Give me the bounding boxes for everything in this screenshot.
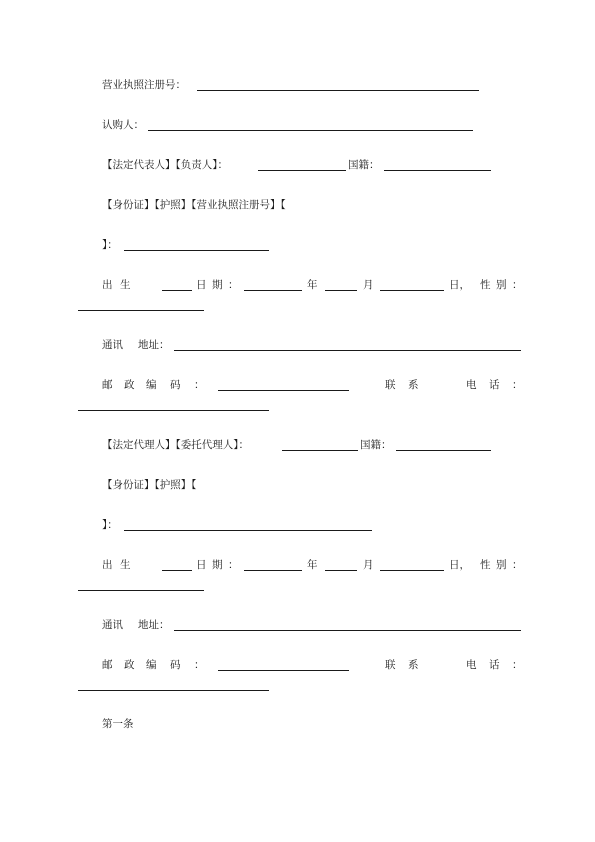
representative-field[interactable] — [258, 158, 346, 171]
contact-lian: 联 — [385, 379, 396, 391]
agent-contact-lian: 联 — [385, 659, 396, 671]
agent-birth-colon: ： — [228, 559, 239, 571]
birth-month-label: 月 — [363, 279, 374, 291]
agent-id-close-label: 】： — [102, 519, 118, 531]
phone-field[interactable] — [78, 398, 269, 411]
agent-birth-day-field[interactable] — [380, 558, 444, 571]
agent-birth-ri: 日 — [196, 559, 207, 571]
agent-gender-field[interactable] — [78, 578, 204, 591]
gender-field[interactable] — [78, 298, 204, 311]
agent-birth-year-field[interactable] — [244, 558, 302, 571]
agent-postal-colon: ： — [194, 659, 205, 671]
contact-xi: 系 — [408, 379, 419, 391]
agent-contact-xi: 系 — [408, 659, 419, 671]
buyer-field[interactable] — [148, 118, 473, 131]
id-close-label: 】： — [102, 239, 118, 251]
gender-colon: ： — [512, 279, 523, 291]
birth-month-field[interactable] — [325, 278, 357, 291]
birth-prefix-field[interactable] — [162, 278, 192, 291]
id-type-label: 【身份证】【护照】【营业执照注册号】【 — [102, 199, 286, 211]
address-field[interactable] — [174, 338, 521, 351]
postal-colon: ： — [194, 379, 205, 391]
agent-phone-colon: ： — [512, 659, 523, 671]
phone-hua: 话 — [489, 379, 500, 391]
phone-colon: ： — [512, 379, 523, 391]
agent-postal-ma: 码 — [170, 659, 181, 671]
birth-colon: ： — [228, 279, 239, 291]
agent-label: 【法定代理人】【委托代理人】： — [102, 439, 249, 451]
agent-gender-bie: 别 — [496, 559, 507, 571]
phone-dian: 电 — [466, 379, 477, 391]
agent-birth-year-label: 年 — [307, 559, 318, 571]
address-label-b: 地址： — [138, 339, 170, 351]
birth-ri: 日 — [196, 279, 207, 291]
birth-day-field[interactable] — [380, 278, 444, 291]
agent-id-type-label: 【身份证】【护照】【 — [102, 479, 197, 491]
postal-zheng: 政 — [124, 379, 135, 391]
license-number-field[interactable] — [197, 78, 479, 91]
birth-day-label: 日， — [449, 279, 470, 291]
birth-qi: 期 — [212, 279, 223, 291]
birth-year-label: 年 — [307, 279, 318, 291]
agent-birth-month-field[interactable] — [325, 558, 357, 571]
agent-id-number-field[interactable] — [124, 518, 372, 531]
agent-postal-code-field[interactable] — [218, 658, 349, 671]
agent-birth-prefix-field[interactable] — [162, 558, 192, 571]
agent-postal-zheng: 政 — [124, 659, 135, 671]
postal-ma: 码 — [170, 379, 181, 391]
agent-postal-bian: 编 — [146, 659, 157, 671]
agent-postal-you: 邮 — [102, 659, 113, 671]
agent-address-label-b: 地址： — [138, 619, 170, 631]
address-label-a: 通讯 — [102, 339, 123, 351]
postal-code-field[interactable] — [218, 378, 349, 391]
birth-sheng: 生 — [120, 279, 131, 291]
agent-address-field[interactable] — [174, 618, 521, 631]
postal-bian: 编 — [146, 379, 157, 391]
agent-phone-dian: 电 — [466, 659, 477, 671]
agent-birth-sheng: 生 — [120, 559, 131, 571]
agent-phone-field[interactable] — [78, 678, 269, 691]
agent-gender-xing: 性 — [480, 559, 491, 571]
agent-phone-hua: 话 — [489, 659, 500, 671]
agent-birth-month-label: 月 — [363, 559, 374, 571]
license-number-label: 营业执照注册号： — [102, 79, 186, 91]
agent-nationality-field[interactable] — [396, 438, 491, 451]
id-number-field[interactable] — [124, 238, 269, 251]
gender-bie: 别 — [496, 279, 507, 291]
rep-nationality-field[interactable] — [384, 158, 491, 171]
gender-xing: 性 — [480, 279, 491, 291]
birth-year-field[interactable] — [244, 278, 302, 291]
agent-nationality-label: 国籍： — [360, 439, 392, 451]
buyer-label: 认购人： — [102, 119, 144, 131]
representative-label: 【法定代表人】【负责人】： — [102, 159, 228, 171]
agent-birth-qi: 期 — [212, 559, 223, 571]
article-heading: 第一条 — [102, 718, 134, 730]
agent-address-label-a: 通讯 — [102, 619, 123, 631]
postal-you: 邮 — [102, 379, 113, 391]
agent-field[interactable] — [282, 438, 358, 451]
rep-nationality-label: 国籍： — [348, 159, 380, 171]
agent-birth-chu: 出 — [102, 559, 113, 571]
agent-gender-colon: ： — [512, 559, 523, 571]
agent-birth-day-label: 日， — [449, 559, 470, 571]
birth-chu: 出 — [102, 279, 113, 291]
